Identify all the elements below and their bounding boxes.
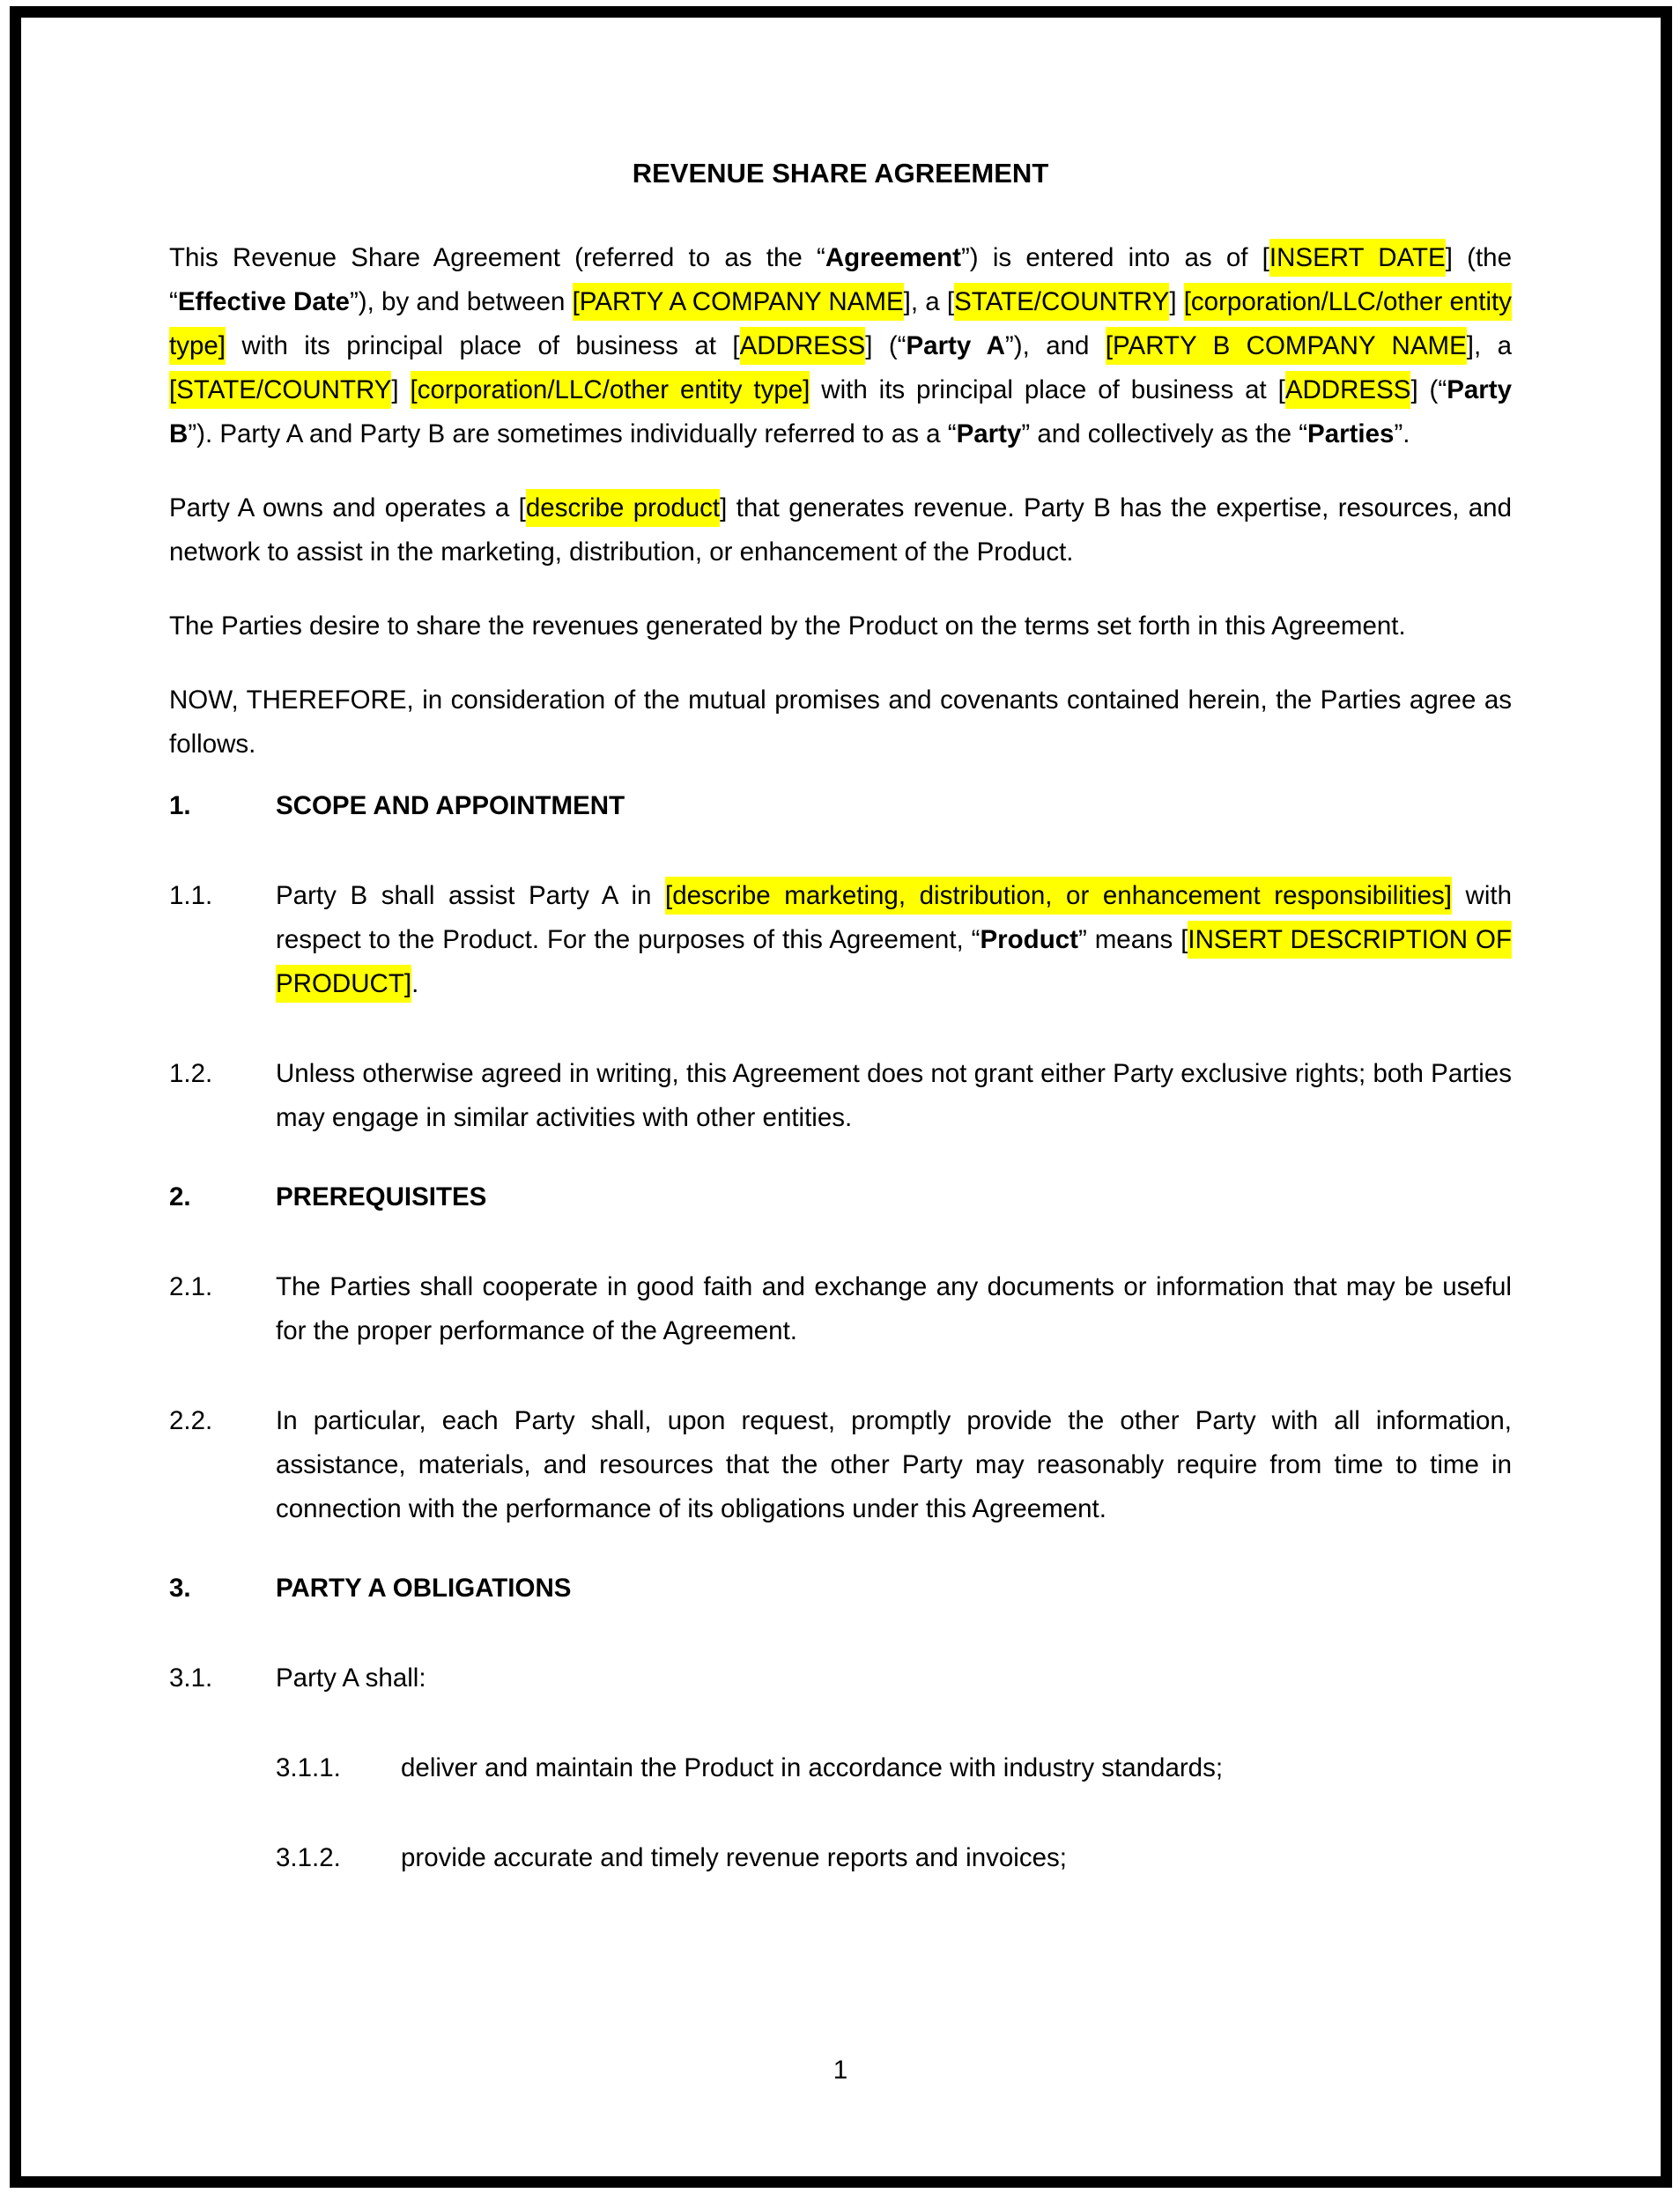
heading-text	[276, 1182, 486, 1211]
body-text: ] that generates revenue. Party B has the expertise, resources, and network to assist in the marketing, distribution, or enhancement of the Product.	[169, 493, 1512, 567]
highlighted-placeholder: describe product	[526, 489, 720, 527]
body-text: ] (“	[865, 331, 907, 360]
body-text: with respect to the Product. For the purposes of this Agreement, “	[276, 881, 1512, 954]
clause-3-1-1	[169, 1746, 1512, 1790]
body-text: with its principal place of business at [	[225, 331, 740, 360]
body-text: Party A shall:	[276, 1663, 426, 1693]
body-text: ”), and	[1004, 331, 1106, 360]
highlighted-placeholder: [PARTY B COMPANY NAME	[1106, 327, 1467, 365]
highlighted-placeholder: [corporation/LLC/other entity type]	[169, 283, 1512, 365]
clause-number: 3.1.	[169, 1663, 213, 1693]
revenue-share-recital-paragraph	[169, 604, 1512, 648]
body-text: The Parties desire to share the revenues generated by the Product on the terms set forth in this Agreement.	[169, 611, 1406, 641]
clause-text	[276, 1663, 426, 1693]
clause-text	[169, 489, 1512, 567]
body-text: ”). Party A and Party B are sometimes individually referred to as a “	[188, 419, 957, 448]
bold-text: Party A	[906, 331, 1005, 360]
body-text: SCOPE AND APPOINTMENT	[276, 791, 625, 820]
intro-paragraph	[169, 236, 1512, 456]
body-text: Party A owns and operates a [	[169, 493, 526, 522]
clause-2-1	[169, 1265, 1512, 1353]
section-number: 2.	[169, 1182, 191, 1211]
body-text: ], a	[1466, 331, 1512, 360]
highlighted-placeholder: [describe marketing, distribution, or enhancement responsibilities]	[665, 877, 1452, 915]
body-text: PARTY A OBLIGATIONS	[276, 1574, 572, 1603]
clause-text	[401, 1753, 1223, 1782]
body-text: ], a [	[903, 287, 955, 316]
document-title: REVENUE SHARE AGREEMENT	[632, 158, 1049, 189]
clause-text	[276, 877, 1512, 1003]
highlighted-placeholder: [STATE/COUNTRY	[169, 371, 391, 409]
highlighted-placeholder: INSERT DATE	[1269, 239, 1446, 277]
highlighted-placeholder: INSERT DESCRIPTION OF PRODUCT]	[276, 921, 1512, 1003]
body-text: .	[411, 969, 419, 998]
clause-number: 1.2.	[169, 1059, 213, 1088]
body-text: ]	[391, 375, 411, 404]
body-text: ”), by and between	[349, 287, 573, 316]
clause-2-2	[169, 1399, 1512, 1531]
bold-text: Effective Date	[177, 287, 350, 316]
body-text: ”) is entered into as of [	[960, 243, 1269, 272]
clause-text	[169, 239, 1512, 448]
document-content	[169, 152, 1512, 1880]
bold-text: Parties	[1307, 419, 1395, 448]
highlighted-placeholder: ADDRESS	[740, 327, 866, 365]
section-3-heading	[169, 1567, 1512, 1611]
body-text: Unless otherwise agreed in writing, this Agreement does not grant either Party exclusive rights; both Parties may engage in similar activities with other entities.	[276, 1059, 1512, 1132]
section-2-heading	[169, 1175, 1512, 1219]
now-therefore-paragraph	[169, 678, 1512, 767]
section-1-heading	[169, 784, 1512, 828]
clause-number: 3.1.2.	[276, 1843, 341, 1872]
body-text: PREREQUISITES	[276, 1182, 487, 1211]
body-text: ] (“	[1410, 375, 1447, 404]
product-recital-paragraph	[169, 486, 1512, 574]
body-text: with its principal place of business at [	[810, 375, 1285, 404]
clause-1-1	[169, 874, 1512, 1006]
heading-text	[276, 791, 625, 820]
page-number: 1	[833, 2056, 848, 2085]
highlighted-placeholder: ADDRESS	[1285, 371, 1411, 409]
body-text: ] (the “	[169, 243, 1513, 316]
body-text: ]	[1169, 287, 1184, 316]
body-text: ”.	[1394, 419, 1410, 448]
highlighted-placeholder: [PARTY A COMPANY NAME	[573, 283, 904, 321]
bold-text: Agreement	[825, 243, 961, 272]
clause-number: 1.1.	[169, 881, 213, 910]
section-number: 1.	[169, 791, 191, 820]
clause-text	[276, 1406, 1512, 1523]
body-text: deliver and maintain the Product in accordance with industry standards;	[401, 1753, 1224, 1782]
highlighted-placeholder: [corporation/LLC/other entity type]	[411, 371, 810, 409]
section-number: 3.	[169, 1574, 191, 1603]
highlighted-placeholder: STATE/COUNTRY	[954, 283, 1169, 321]
clause-3-1	[169, 1656, 1512, 1700]
heading-text	[276, 1574, 571, 1603]
body-text: provide accurate and timely revenue reports and invoices;	[401, 1843, 1067, 1872]
body-text: In particular, each Party shall, upon request, promptly provide the other Party with all information, assistance, materials, and resources that the other Party may reasonably require from time to time in connection with the performance of its obligations under this Agreement.	[276, 1406, 1512, 1523]
clause-number: 3.1.1.	[276, 1753, 341, 1782]
bold-text: Party	[956, 419, 1022, 448]
bold-text: Product	[980, 925, 1078, 954]
clause-1-2	[169, 1052, 1512, 1140]
clause-3-1-2	[169, 1836, 1512, 1880]
clause-text	[276, 1059, 1512, 1132]
clause-text	[169, 611, 1406, 641]
body-text: ” means [	[1077, 925, 1188, 954]
body-text: The Parties shall cooperate in good faith and exchange any documents or information that may be useful for the proper performance of the Agreement.	[276, 1272, 1512, 1345]
body-text: Party B shall assist Party A in	[276, 881, 665, 910]
body-text: NOW, THEREFORE, in consideration of the mutual promises and covenants contained herein, the Parties agree as follows.	[169, 685, 1512, 759]
document-blocks	[169, 236, 1512, 1880]
clause-number: 2.1.	[169, 1272, 213, 1301]
clause-number: 2.2.	[169, 1406, 213, 1435]
clause-text	[401, 1843, 1067, 1872]
bold-text: Party B	[169, 375, 1512, 448]
clause-text	[276, 1272, 1512, 1345]
body-text: This Revenue Share Agreement (referred to as the “	[169, 243, 825, 272]
body-text: ” and collectively as the “	[1021, 419, 1308, 448]
clause-text	[169, 685, 1512, 759]
